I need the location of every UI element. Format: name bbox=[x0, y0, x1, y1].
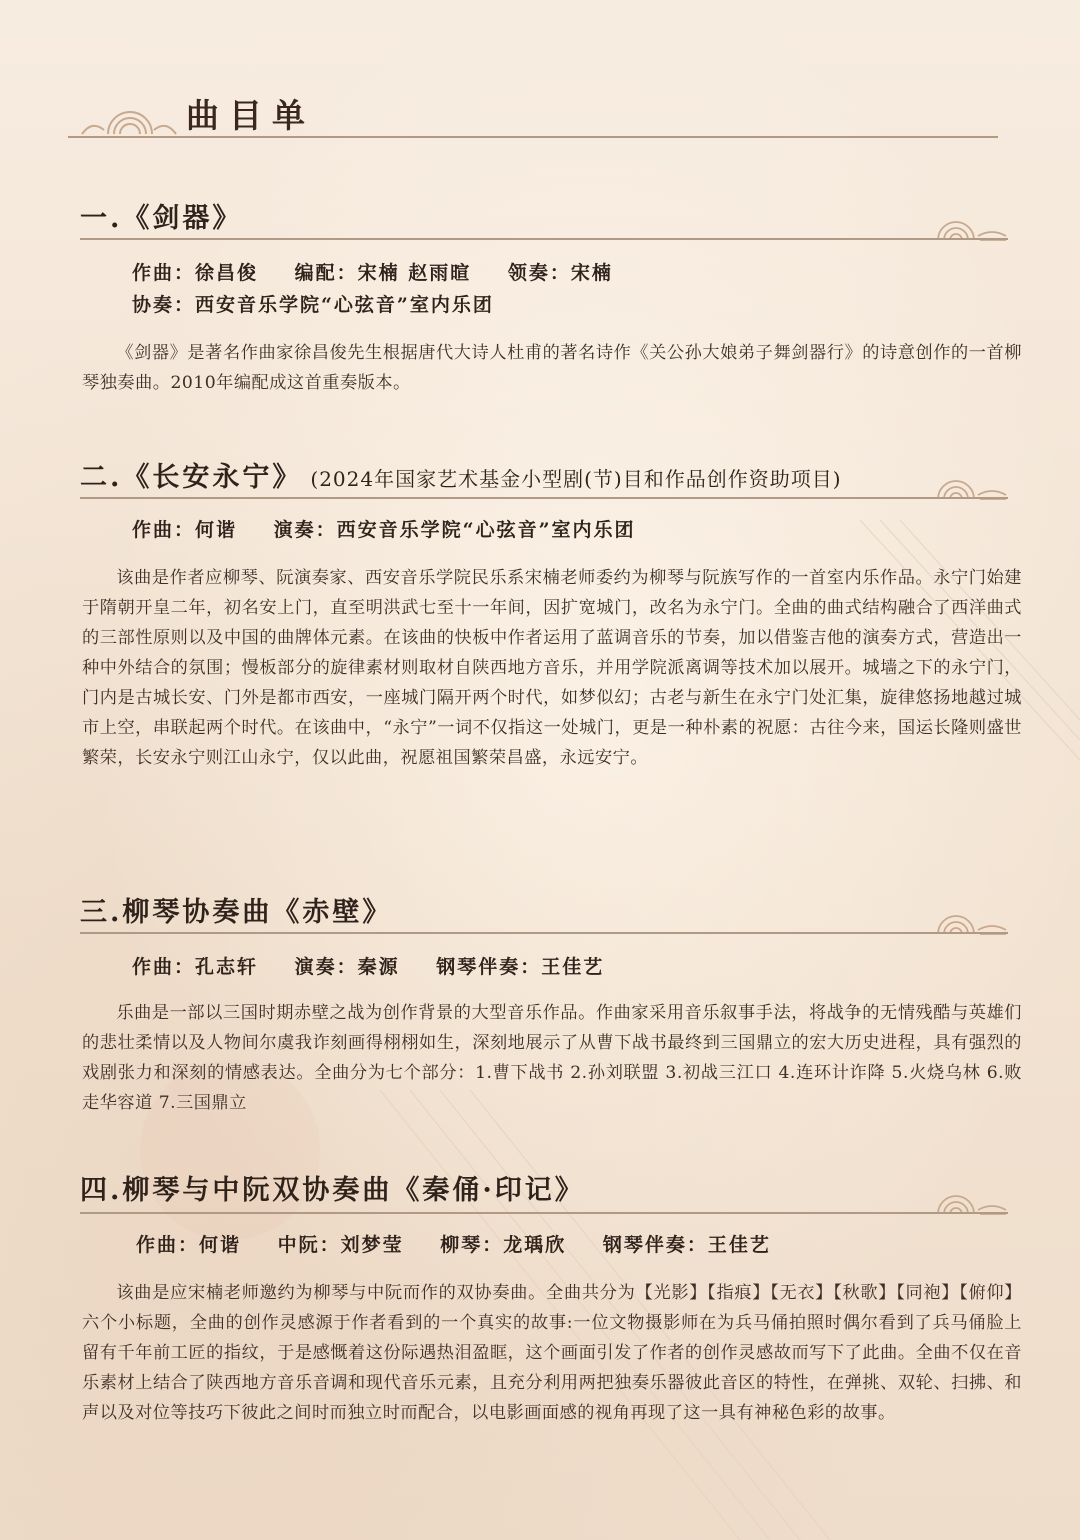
program-item-title bbox=[80, 455, 842, 494]
program-item-title bbox=[80, 890, 392, 929]
credit-piano: 钢琴伴奏：王佳艺 bbox=[602, 1234, 771, 1256]
credit-composer: 作曲：何谐 bbox=[132, 519, 238, 541]
program-item-title-text: 四.柳琴与中阮双协奏曲《秦俑·印记》 bbox=[80, 1175, 585, 1206]
section-rule bbox=[80, 1212, 1008, 1214]
credits-line-2 bbox=[132, 290, 494, 317]
credit-piano: 钢琴伴奏：王佳艺 bbox=[436, 956, 605, 978]
credit-ensemble: 协奏：西安音乐学院“心弦音”室内乐团 bbox=[132, 294, 494, 316]
credit-performer: 演奏：西安音乐学院“心弦音”室内乐团 bbox=[273, 519, 636, 541]
section-rule bbox=[80, 497, 1008, 499]
credit-lead: 领奏：宋楠 bbox=[507, 262, 613, 284]
credit-performer: 演奏：秦源 bbox=[294, 956, 400, 978]
credit-arranger: 编配：宋楠 赵雨暄 bbox=[294, 262, 472, 284]
credit-zhongruan: 中阮：刘梦莹 bbox=[277, 1234, 404, 1256]
program-item-title-text: 二.《长安永宁》 bbox=[80, 462, 303, 493]
program-item-subtitle: (2024年国家艺术基金小型剧(节)目和作品创作资助项目) bbox=[310, 467, 842, 491]
credits-line bbox=[136, 1230, 771, 1257]
credits-line bbox=[132, 515, 636, 542]
section-rule bbox=[80, 238, 1008, 240]
credit-composer: 作曲：徐昌俊 bbox=[132, 262, 259, 284]
description-paragraph: 该曲是应宋楠老师邀约为柳琴与中阮而作的双协奏曲。全曲共分为【光影】【指痕】【无衣】【秋歌】【同袍】【俯仰】六个小标题，全曲的创作灵感源于作者看到的一个真实的故事:一位文物摄影师在为兵马俑拍照时偶尔看到了兵马俑脸上留有千年前工匠的指纹，于是感慨着这份际遇热泪盈眶，这个画面引发了作者的创作灵感故而写下了此曲。全曲不仅在音乐素材上结合了陕西地方音乐音调和现代音乐元素，且充分利用两把独奏乐器彼此音区的特性，在弹挑、双轮、扫拂、和声以及对位等技巧下彼此之间时而独立时而配合，以电影画面感的视角再现了这一具有神秘色彩的故事。 bbox=[82, 1283, 1022, 1423]
program-item-title bbox=[80, 196, 242, 235]
cloud-motif-icon bbox=[78, 96, 178, 136]
credits-line bbox=[132, 258, 613, 285]
description-paragraph: 《剑器》是著名作曲家徐昌俊先生根据唐代大诗人杜甫的著名诗作《关公孙大娘弟子舞剑器行》的诗意创作的一首柳琴独奏曲。2010年编配成这首重奏版本。 bbox=[82, 343, 1022, 393]
section-rule bbox=[80, 932, 1008, 934]
program-item-title bbox=[80, 1168, 585, 1207]
program-description bbox=[82, 563, 1022, 773]
description-paragraph: 该曲是作者应柳琴、阮演奏家、西安音乐学院民乐系宋楠老师委约为柳琴与阮族写作的一首室内乐作品。永宁门始建于隋朝开皇二年，初名安上门，直至明洪武七至十一年间，因扩宽城门，改名为永宁门。全曲的曲式结构融合了西洋曲式的三部性原则以及中国的曲牌体元素。在该曲的快板中作者运用了蓝调音乐的节奏，加以借鉴吉他的演奏方式，营造出一种中外结合的氛围；慢板部分的旋律素材则取材自陕西地方音乐，并用学院派离调等技术加以展开。城墙之下的永宁门，门内是古城长安、门外是都市西安，一座城门隔开两个时代，如梦似幻；古老与新生在永宁门处汇集，旋律悠扬地越过城市上空，串联起两个时代。在该曲中，“永宁”一词不仅指这一处城门，更是一种朴素的祝愿：古往今来，国运长隆则盛世繁荣，长安永宁则江山永宁，仅以此曲，祝愿祖国繁荣昌盛，永远安宁。 bbox=[82, 568, 1022, 768]
program-item-title-text: 一.《剑器》 bbox=[80, 203, 243, 234]
credit-liuqin: 柳琴：龙瑀欣 bbox=[440, 1234, 567, 1256]
credit-composer: 作曲：孔志轩 bbox=[132, 956, 259, 978]
program-description bbox=[82, 338, 1022, 398]
page-header bbox=[68, 88, 1008, 148]
program-item-title-text: 三.柳琴协奏曲《赤壁》 bbox=[80, 897, 393, 928]
page-title: 曲目单 bbox=[186, 96, 315, 135]
credit-composer: 作曲：何谐 bbox=[136, 1234, 242, 1256]
description-paragraph: 乐曲是一部以三国时期赤壁之战为创作背景的大型音乐作品。作曲家采用音乐叙事手法，将战争的无情残酷与英雄们的悲壮柔情以及人物间尔虞我诈刻画得栩栩如生，深刻地展示了从曹下战书最终到三国鼎立的宏大历史进程，具有强烈的戏剧张力和深刻的情感表达。全曲分为七个部分：1.曹下战书 2.孙刘联盟 3.初战三江口 4.连环计诈降 5.火烧乌林 6.败走华容道 7.三国鼎立 bbox=[82, 1003, 1022, 1113]
program-description bbox=[82, 1278, 1022, 1428]
program-description bbox=[82, 998, 1022, 1118]
credits-line bbox=[132, 952, 604, 979]
header-rule bbox=[68, 136, 998, 138]
